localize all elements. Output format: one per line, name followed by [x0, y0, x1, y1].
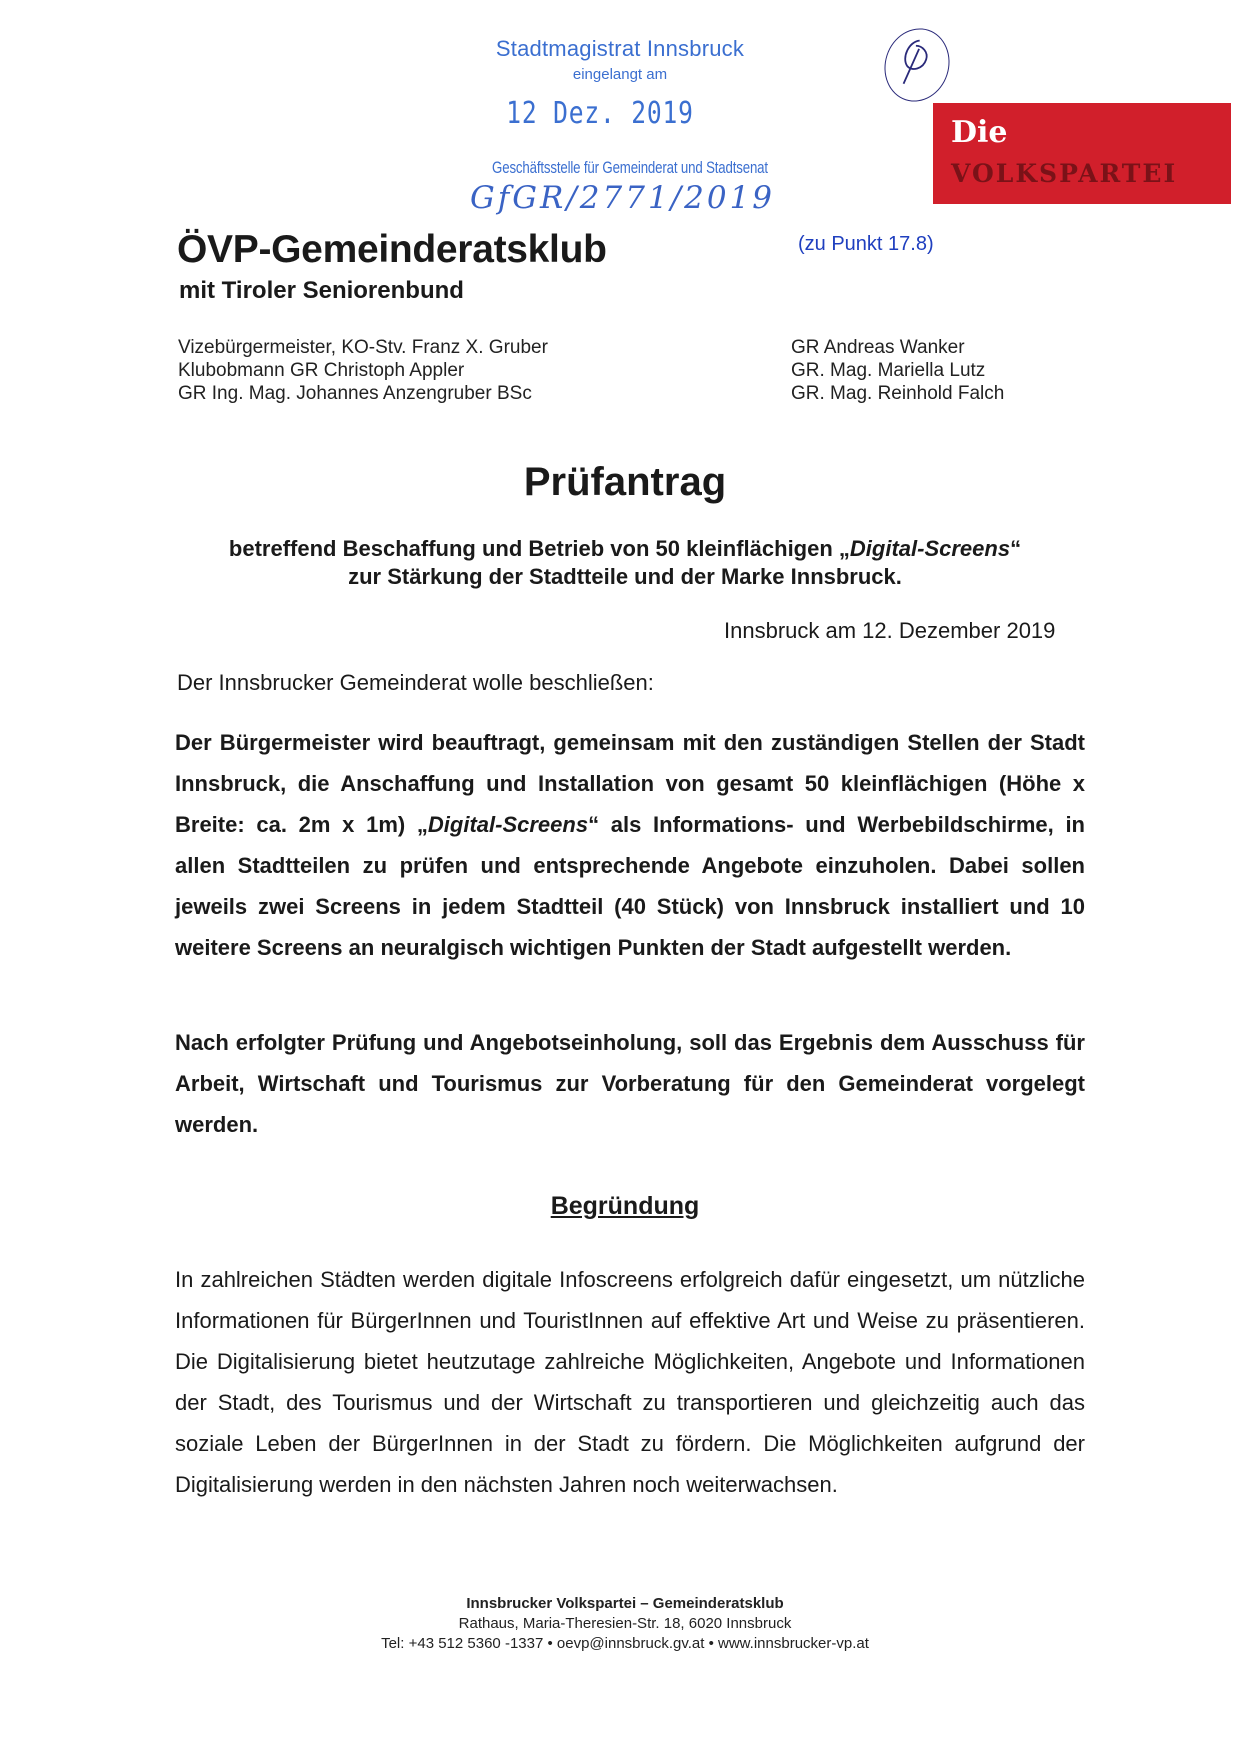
club-subtitle: mit Tiroler Seniorenbund	[179, 277, 464, 304]
subject-emphasis: Digital-Screens	[849, 536, 1011, 561]
footer-address: Rathaus, Maria-Theresien-Str. 18, 6020 Innsbruck	[458, 1615, 792, 1632]
footer-contact: Tel: +43 512 5360 -1337 • oevp@innsbruck.gv.at • www.innsbrucker-vp.at	[381, 1635, 869, 1652]
members-right	[791, 336, 1004, 405]
member: GR. Mag. Reinhold Falch	[791, 383, 1005, 404]
subject-line-2: zur Stärkung der Stadtteile und der Marke Innsbruck.	[348, 564, 902, 589]
member: GR Ing. Mag. Johannes Anzengruber BSc	[178, 383, 532, 404]
motion-paragraph-1	[175, 722, 1085, 968]
subject-quote: “	[1010, 536, 1022, 561]
motion-paragraph-2: Nach erfolgter Prüfung und Angebotseinholung, soll das Ergebnis dem Ausschuss für Arbeit, Wirtschaft und Tourismus zur Vorberatung für den Gemeinderat vorgelegt werden.	[175, 1030, 1085, 1137]
motion-emphasis: Digital-Screens	[427, 812, 589, 837]
reason-heading: Begründung	[550, 1192, 700, 1220]
subject-line-1	[120, 535, 1130, 563]
party-logo	[933, 103, 1231, 204]
member: GR. Mag. Mariella Lutz	[791, 360, 986, 381]
motion-text: “ als Informations- und Werbebildschirme, in allen Stadtteilen zu prüfen und entsprechende Angebote einzuholen. Dabei sollen jeweils zwei Screens in jedem Stadtteil (40 Stück) von Innsbruck installiert und 10 weitere Screens an neuralgisch wichtigen Punkten der Stadt aufgestellt werden.	[175, 812, 1085, 960]
motion-text: Der Bürgermeister wird beauftragt, gemeinsam mit den zuständigen Stellen der Stadt Innsbruck, die Anschaffung und Installation von gesamt 50 kleinflächigen (Höhe x Breite: ca. 2m x 1m) „	[175, 730, 1085, 837]
document-title: Prüfantrag	[523, 460, 727, 504]
members-left	[178, 336, 548, 405]
stamp-office: Geschäftsstelle für Gemeinderat und Stadtsenat	[492, 158, 768, 177]
member: GR Andreas Wanker	[791, 337, 965, 358]
logo-line-2: VOLKSPARTEI	[951, 159, 1178, 188]
reason-paragraph: In zahlreichen Städten werden digitale Infoscreens erfolgreich dafür eingesetzt, um nützliche Informationen für BürgerInnen und TouristInnen auf effektive Art und Weise zu präsentieren. Die Digitalisierung bietet heutzutage zahlreiche Möglichkeiten, Angebote und Informationen der Stadt, des Tourismus und der Wirtschaft zu transportieren und gleichzeitig auch das soziale Leben der BürgerInnen in der Stadt zu fördern. Die Möglichkeiten aufgrund der Digitalisierung werden in den nächsten Jahren noch weiterwachsen.	[175, 1267, 1085, 1497]
stamp-received-label: eingelangt am	[572, 66, 668, 83]
stamp-reference: GfGR/2771/2019	[470, 180, 776, 216]
handwritten-circle-mark-icon	[875, 20, 959, 110]
subject-text: betreffend Beschaffung und Betrieb von 50 kleinflächigen „	[228, 536, 850, 561]
subject	[120, 535, 1130, 591]
stamp-date: 12 Dez. 2019	[506, 96, 694, 131]
intro-text: Der Innsbrucker Gemeinderat wolle beschließen:	[177, 670, 654, 695]
place-date: Innsbruck am 12. Dezember 2019	[724, 618, 1056, 643]
footer-organization: Innsbrucker Volkspartei – Gemeinderatsklub	[466, 1595, 784, 1612]
stamp-title: Stadtmagistrat Innsbruck	[495, 36, 745, 61]
logo-line-1: Die	[951, 115, 1008, 150]
member: Vizebürgermeister, KO-Stv. Franz X. Gruber	[178, 337, 548, 358]
member: Klubobmann GR Christoph Appler	[178, 360, 465, 381]
agenda-reference: (zu Punkt 17.8)	[798, 233, 934, 255]
club-title: ÖVP-Gemeinderatsklub	[177, 228, 607, 271]
